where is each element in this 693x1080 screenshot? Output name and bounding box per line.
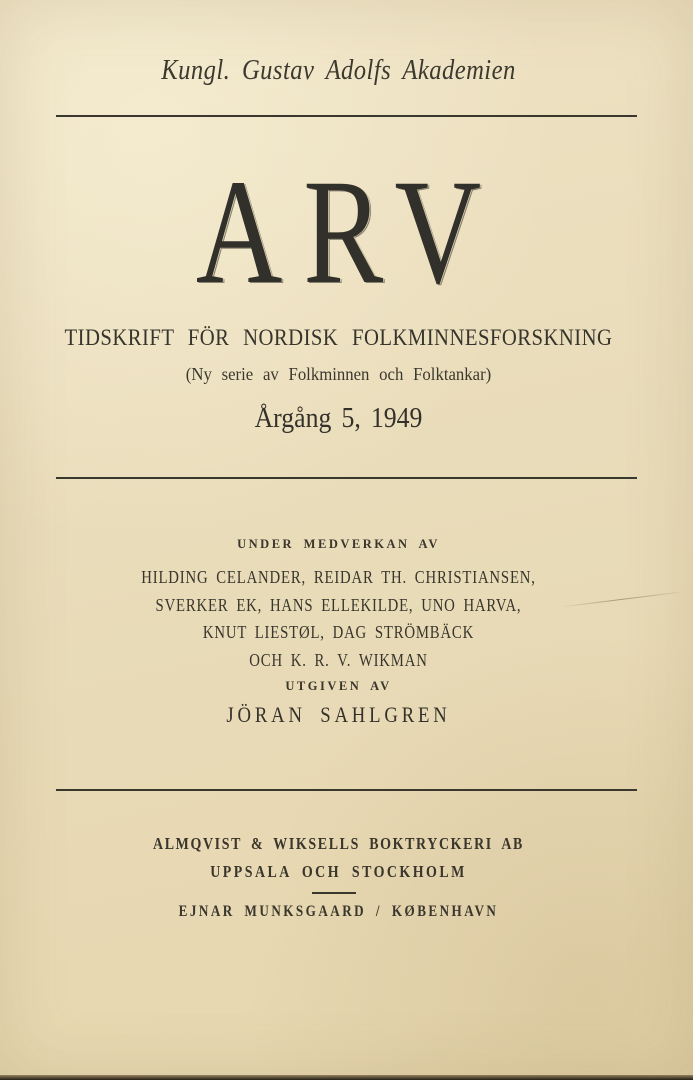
editor-heading: UTGIVEN AV bbox=[285, 679, 392, 693]
series-note: (Ny serie av Folkminnen och Folktankar) bbox=[185, 364, 492, 384]
short-divider-rule bbox=[312, 892, 356, 894]
collaborator-line-4: OCH K. R. V. WIKMAN bbox=[249, 649, 428, 670]
bottom-divider-rule bbox=[56, 789, 637, 791]
printer-line: ALMQVIST & WIKSELLS BOKTRYCKERI AB bbox=[153, 834, 524, 853]
journal-subtitle: TIDSKRIFT FÖR NORDISK FOLKMINNESFORSKNING bbox=[64, 325, 613, 350]
middle-divider-rule bbox=[56, 477, 637, 479]
top-divider-rule bbox=[56, 115, 637, 117]
distributor-line: EJNAR MUNKSGAARD / KØBENHAVN bbox=[178, 903, 499, 920]
page-bottom-edge bbox=[0, 1075, 693, 1080]
journal-title: ARV bbox=[195, 149, 502, 315]
editor-name: JÖRAN SAHLGREN bbox=[226, 702, 451, 727]
volume-year-line: Årgång 5, 1949 bbox=[254, 403, 423, 434]
collaborator-line-3: KNUT LIESTØL, DAG STRÖMBÄCK bbox=[202, 622, 475, 642]
publisher-line: Kungl. Gustav Adolfs Akademien bbox=[161, 54, 516, 86]
printer-location-line: UPPSALA OCH STOCKHOLM bbox=[210, 862, 467, 881]
collaborator-line-2: SVERKER EK, HANS ELLEKILDE, UNO HARVA, bbox=[155, 594, 522, 615]
collaborator-line-1: HILDING CELANDER, REIDAR TH. CHRISTIANSEN, bbox=[141, 567, 536, 587]
collaboration-heading: UNDER MEDVERKAN AV bbox=[237, 537, 440, 551]
